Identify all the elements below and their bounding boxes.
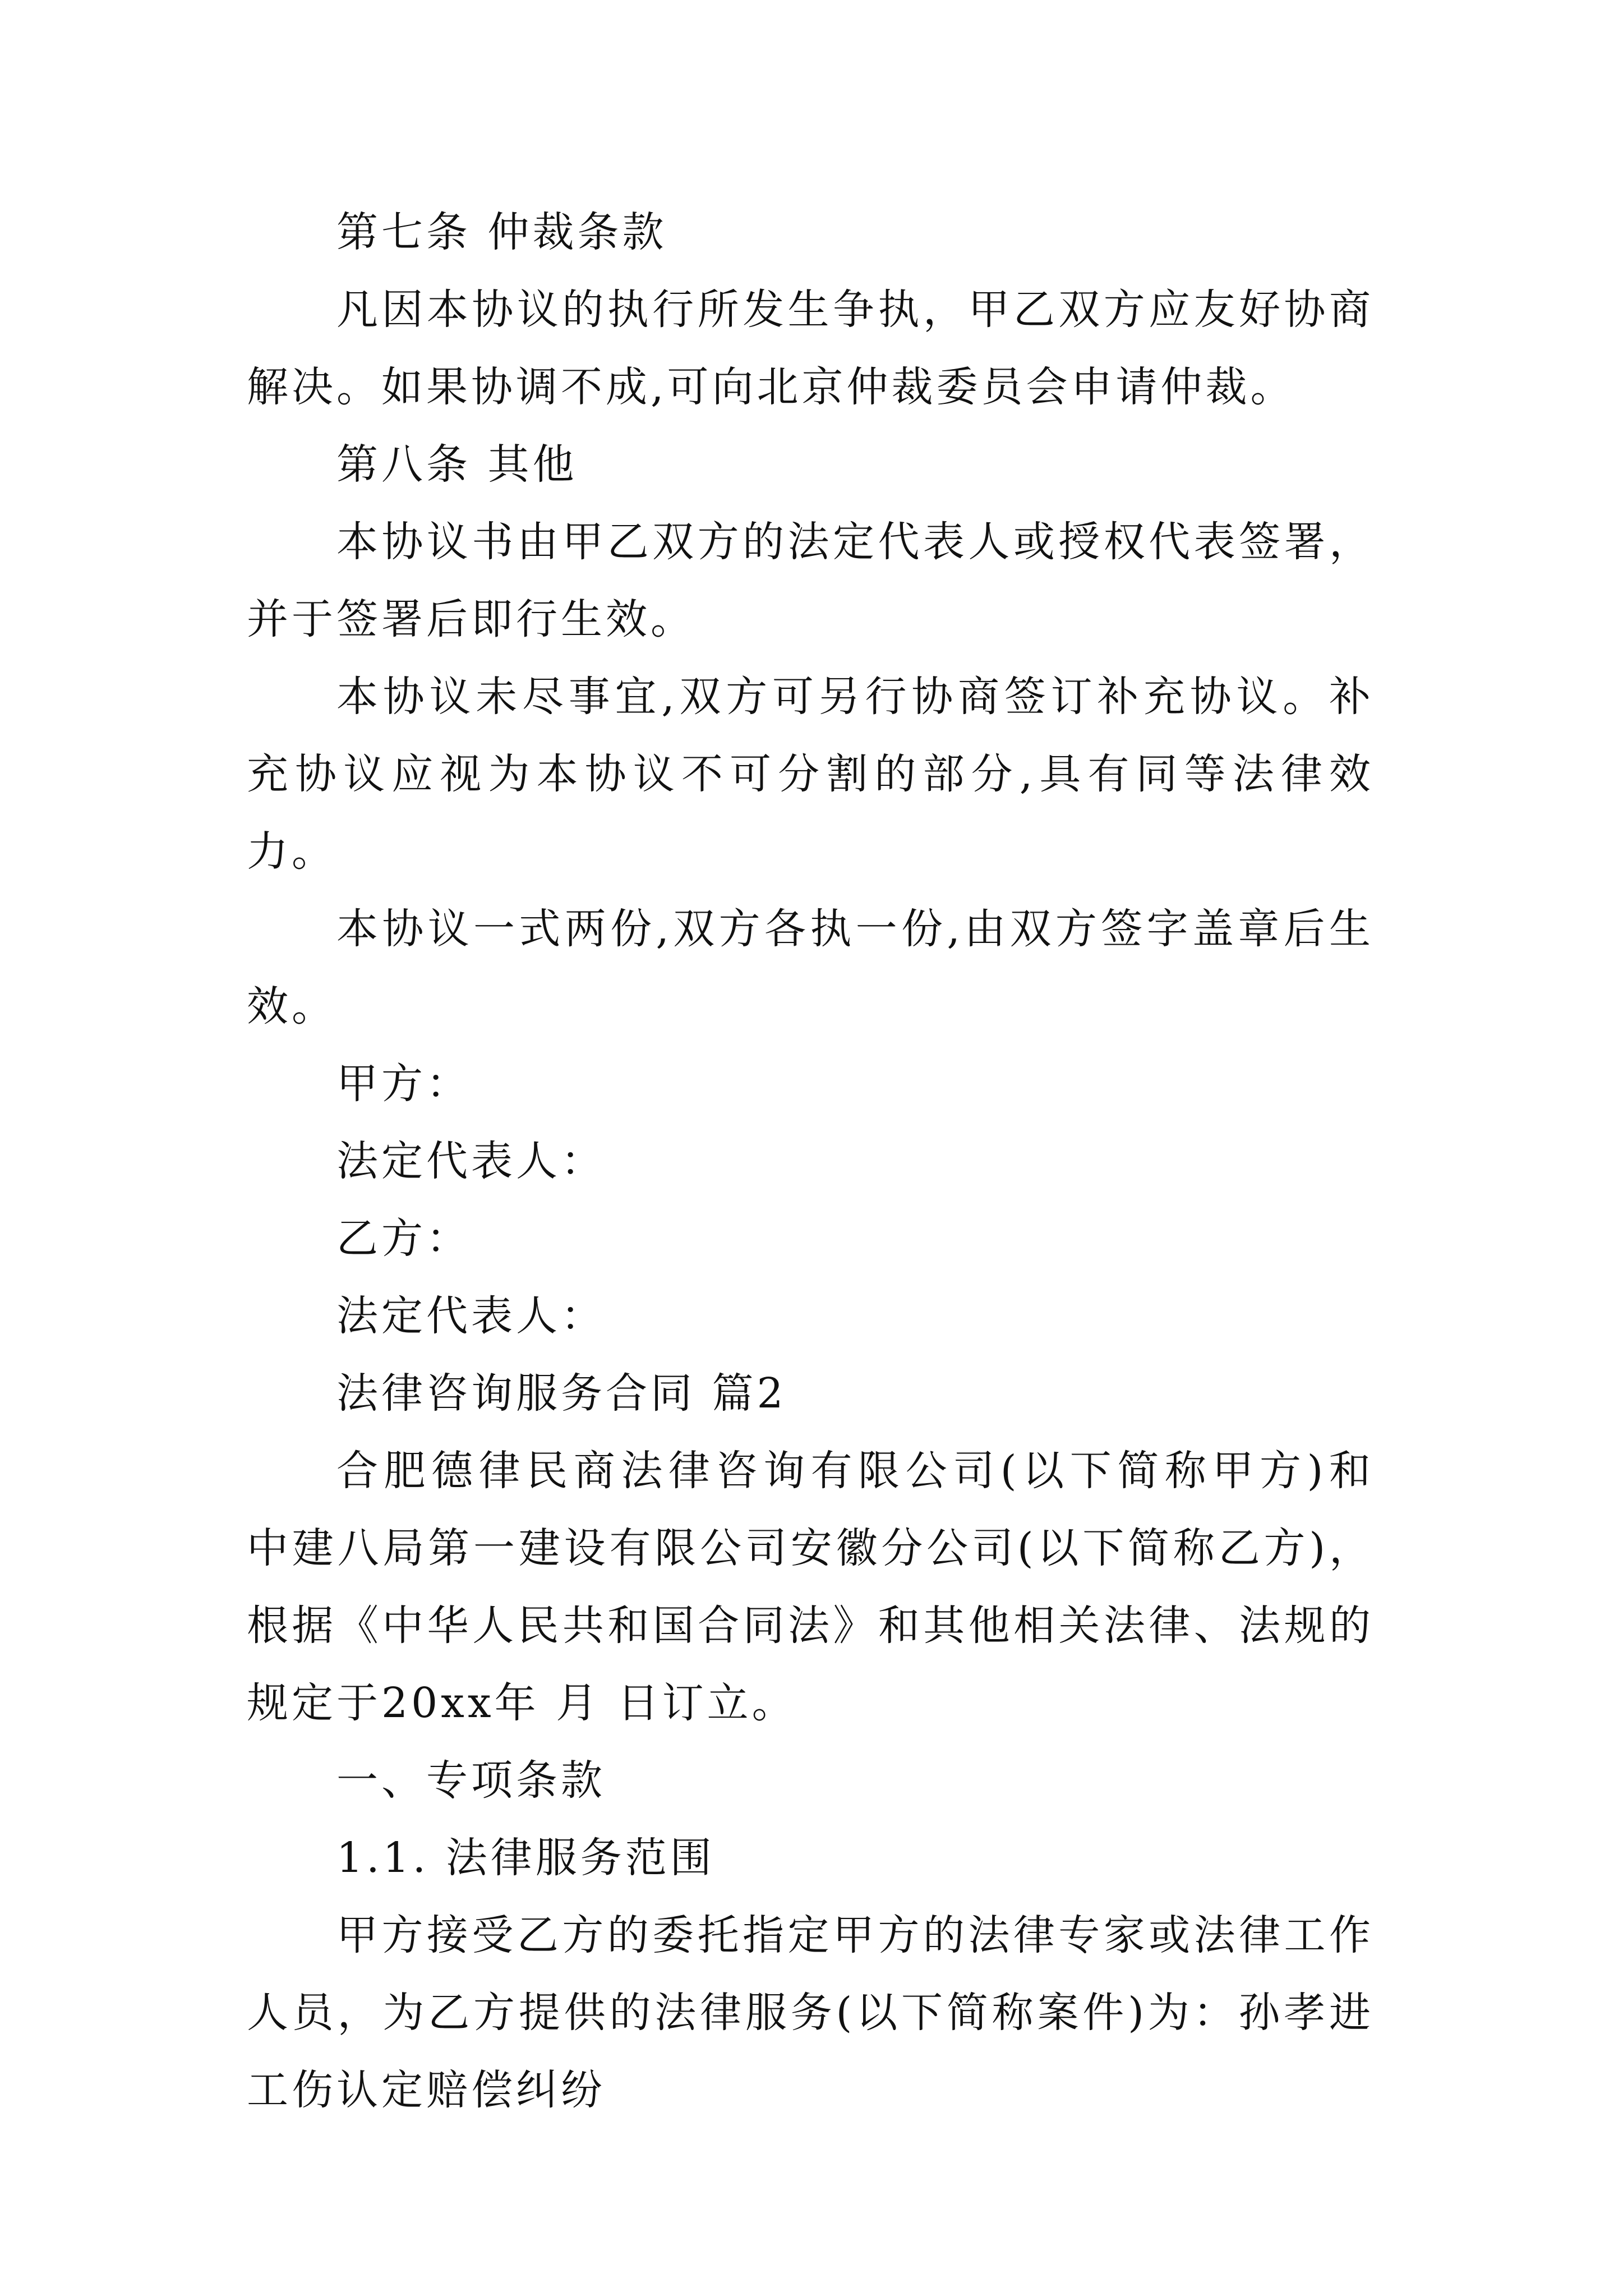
party-a-label: 甲方：	[336, 1060, 471, 1108]
service-scope-paragraph: 甲方接受乙方的委托指定甲方的法律专家或法律工作人员，为乙方提供的法律服务(以下简称案件)为：孙孝进工伤认定赔偿纠纷	[247, 1911, 1374, 2114]
supplementary-agreement-paragraph: 本协议未尽事宜,双方可另行协商签订补充协议。补充协议应视为本协议不可分割的部分,具有同等法律效力。	[247, 673, 1374, 876]
service-scope-heading: 1.1. 法律服务范围	[336, 1834, 715, 1882]
party-b-representative-label: 法定代表人：	[336, 1292, 606, 1340]
party-a-representative-label: 法定代表人：	[336, 1137, 606, 1185]
party-b-label: 乙方：	[336, 1214, 471, 1263]
article-7-heading: 第七条 仲裁条款	[336, 208, 667, 256]
article-8-heading: 第八条 其他	[336, 440, 578, 489]
section-title: 法律咨询服务合同 篇2	[336, 1369, 787, 1418]
effectiveness-paragraph: 本协议书由甲乙双方的法定代表人或授权代表签署，并于签署后即行生效。	[247, 518, 1374, 643]
special-terms-heading: 一、专项条款	[336, 1756, 606, 1805]
contract-preamble-paragraph: 合肥德律民商法律咨询有限公司(以下简称甲方)和 中建八局第一建设有限公司安徽分公司(以下简称乙方)，根据《中华人民共和国合同法》和其他相关法律、法规的规定于20xx年 月 日订立。	[247, 1447, 1374, 1727]
arbitration-clause-paragraph: 凡因本协议的执行所发生争执，甲乙双方应友好协商解决。如果协调不成,可向北京仲裁委员会申请仲裁。	[247, 286, 1374, 411]
document-body	[247, 194, 1374, 2129]
copies-paragraph: 本协议一式两份,双方各执一份,由双方签字盖章后生效。	[247, 905, 1374, 1030]
